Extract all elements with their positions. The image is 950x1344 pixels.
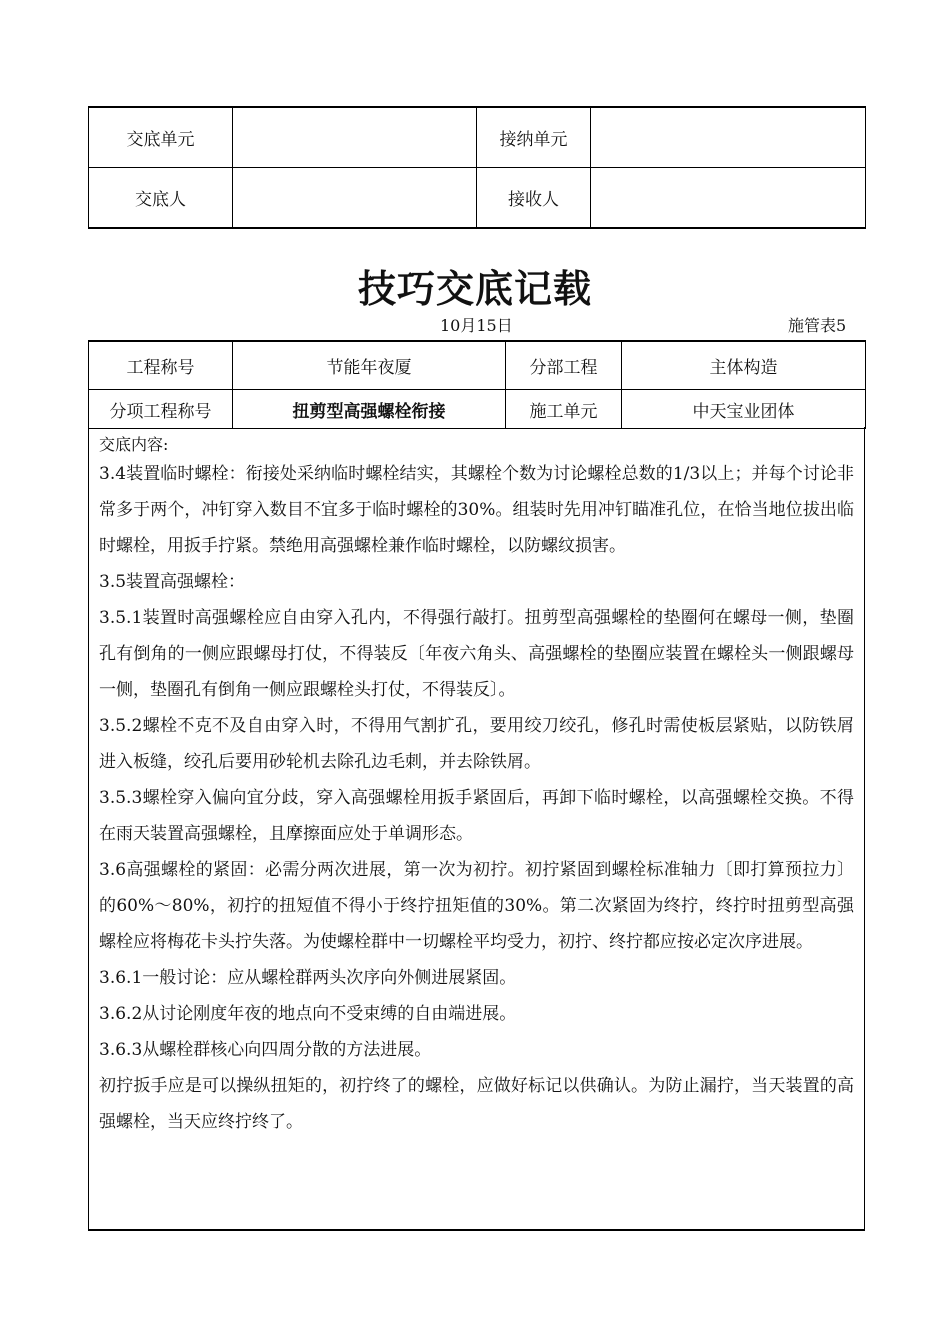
content-paragraph: 3.4装置临时螺栓：衔接处采纳临时螺栓结实，其螺栓个数为讨论螺栓总数的1/3以上；并每个讨论非常多于两个，冲钉穿入数目不宜多于临时螺栓的30%。组装时先用冲钉瞄准孔位，在恰当地位拔出临时螺栓，用扳手拧紧。禁绝用高强螺栓兼作临时螺栓，以防螺纹损害。	[99, 464, 854, 556]
info-row	[89, 341, 866, 390]
info-row	[89, 390, 866, 429]
handover-unit-label: 交底单元	[89, 107, 233, 168]
content-paragraph: 3.6.3从螺栓群核心向四周分散的方法进展。	[99, 1040, 432, 1060]
receiving-unit-value	[591, 107, 866, 168]
receiver-label: 接收人	[477, 168, 591, 229]
content-paragraph: 初拧扳手应是可以操纵扭矩的，初拧终了的螺栓，应做好标记以供确认。为防止漏拧，当天装置的高强螺栓，当天应终拧终了。	[99, 1076, 854, 1132]
division-value: 主体构造	[622, 341, 866, 390]
content-paragraph: 3.6高强螺栓的紧固：必需分两次进展，第一次为初拧。初拧紧固到螺栓标准轴力〔即打算预拉力〕的60%～80%，初拧的扭短值不得小于终拧扭矩值的30%。第二次紧固为终拧，终拧时扭剪型高强螺栓应将梅花卡头拧失落。为使螺栓群中一切螺栓平均受力，初拧、终拧都应按必定次序进展。	[99, 860, 854, 952]
content-paragraph: 3.5.1装置时高强螺栓应自由穿入孔内，不得强行敲打。扭剪型高强螺栓的垫圈何在螺母一侧，垫圈孔有倒角的一侧应跟螺母打仗，不得装反〔年夜六角头、高强螺栓的垫圈应装置在螺栓头一侧跟螺母一侧，垫圈孔有倒角一侧应跟螺栓头打仗，不得装反〕。	[99, 608, 854, 700]
signature-table	[88, 106, 866, 229]
handover-person-label: 交底人	[89, 168, 233, 229]
form-number: 施管表5	[788, 316, 847, 335]
subitem-value: 扭剪型高强螺栓衔接	[233, 390, 506, 429]
division-label: 分部工程	[506, 341, 622, 390]
content-box	[88, 427, 865, 1231]
receiver-value	[591, 168, 866, 229]
project-info-table	[88, 340, 866, 429]
contractor-label: 施工单元	[506, 390, 622, 429]
content-paragraph: 3.5.2螺栓不克不及自由穿入时，不得用气割扩孔，要用绞刀绞孔，修孔时需使板层紧贴，以防铁屑进入板缝，绞孔后要用砂轮机去除孔边毛刺，并去除铁屑。	[99, 716, 854, 772]
signature-row	[89, 107, 866, 168]
subitem-label: 分项工程称号	[89, 390, 233, 429]
content-paragraph: 3.6.2从讨论刚度年夜的地点向不受束缚的自由端进展。	[99, 1004, 517, 1024]
record-date: 10月15日	[440, 316, 513, 335]
handover-person-value	[233, 168, 477, 229]
handover-unit-value	[233, 107, 477, 168]
content-paragraph: 3.5.3螺栓穿入偏向宜分歧，穿入高强螺栓用扳手紧固后，再卸下临时螺栓，以高强螺栓交换。不得在雨天装置高强螺栓，且摩擦面应处于单调形态。	[99, 788, 854, 844]
project-name-label: 工程称号	[89, 341, 233, 390]
contractor-value: 中天宝业团体	[622, 390, 866, 429]
content-label: 交底内容:	[99, 435, 169, 454]
content-paragraph: 3.5装置高强螺栓：	[99, 572, 246, 592]
receiving-unit-label: 接纳单元	[477, 107, 591, 168]
content-paragraph: 3.6.1一般讨论：应从螺栓群两头次序向外侧进展紧固。	[99, 968, 517, 988]
project-name-value: 节能年夜厦	[233, 341, 506, 390]
signature-row	[89, 168, 866, 229]
page-title: 技巧交底记载	[357, 267, 592, 311]
